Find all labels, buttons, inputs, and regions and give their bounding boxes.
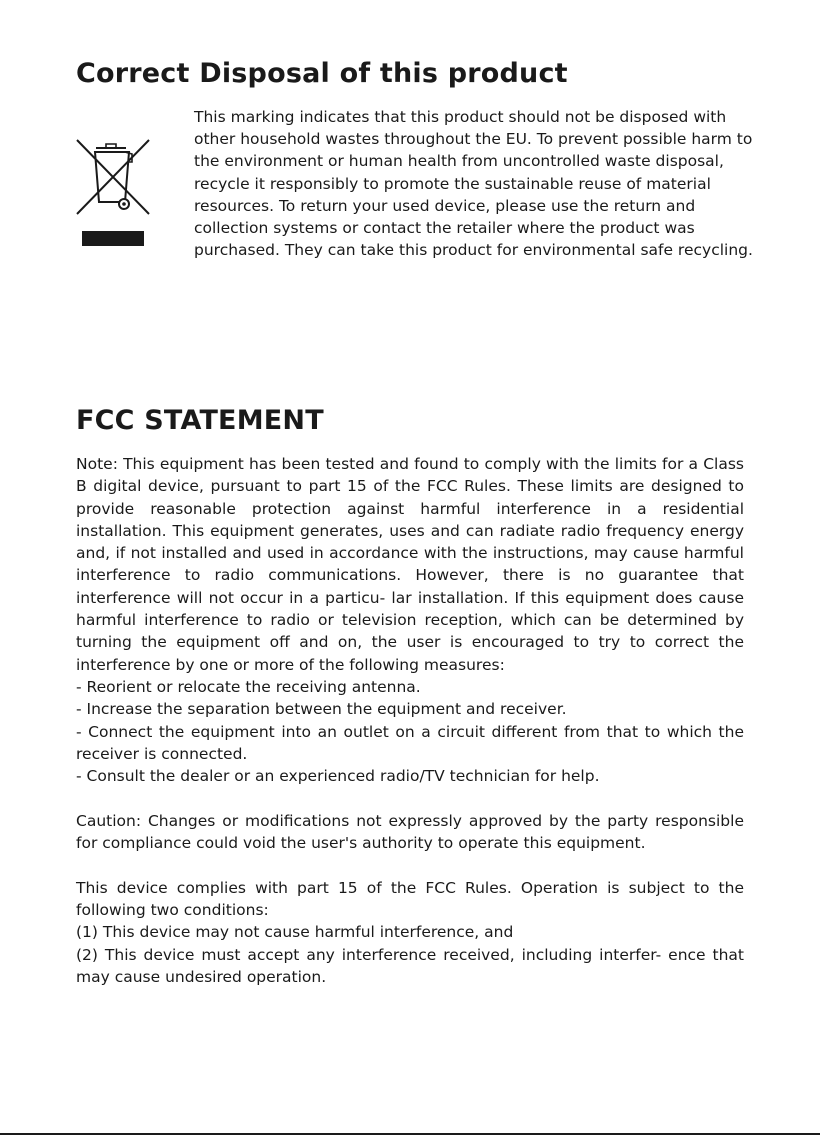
disposal-text-block <box>194 106 754 261</box>
condition-item: (1) This device may not cause harmful interference, and <box>76 923 514 942</box>
disposal-section-title: Correct Disposal of this product <box>76 58 568 89</box>
measure-item: - Consult the dealer or an experienced radio/TV technician for help. <box>76 767 600 786</box>
disposal-paragraph: This marking indicates that this product should not be disposed with other household wastes throughout the EU. To prevent possible harm to the environment or human health from uncontrolled waste disposal, recycle it responsibly to promote the sustainable reuse of material resources. To return your used device, please use the return and collection systems or contact the retailer where the product was purchased. They can take this product for environmental safe recycling. <box>194 108 753 260</box>
fcc-text-block <box>76 453 744 988</box>
crossed-out-wheelie-bin-icon <box>72 134 154 248</box>
fcc-compliance-intro: This device complies with part 15 of the FCC Rules. Operation is subject to the following two conditions: <box>76 878 744 919</box>
measure-item: - Increase the separation between the equipment and receiver. <box>76 700 567 719</box>
paragraph-spacer <box>76 854 744 876</box>
fcc-caution-paragraph: Caution: Changes or modifications not expressly approved by the party responsible for compliance could void the user's authority to operate this equipment. <box>76 811 744 853</box>
measure-item: - Reorient or relocate the receiving antenna. <box>76 677 421 696</box>
paragraph-spacer <box>76 787 744 809</box>
fcc-section-title: FCC STATEMENT <box>76 405 324 436</box>
fcc-note-paragraph: Note: This equipment has been tested and found to comply with the limits for a Class B digital device, pursuant to part 15 of the FCC Rules. These limits are designed to provide reasonable protection against harmful interference in a residential installation. This equipment generates, uses and can radiate radio frequency energy and, if not installed and used in accordance with the instructions, may cause harmful interference to radio communications. However, there is no guarantee that interference will not occur in a particu- lar installation. If this equipment does cause harmful interference to radio or television reception, which can be determined by turning the equipment off and on, the user is encouraged to try to correct the interference by one or more of the following measures: <box>76 455 744 674</box>
condition-item: (2) This device must accept any interference received, including interfer- ence that may cause undesired operation. <box>76 945 744 986</box>
measure-item: - Connect the equipment into an outlet on a circuit different from that to which the receiver is connected. <box>76 722 744 763</box>
